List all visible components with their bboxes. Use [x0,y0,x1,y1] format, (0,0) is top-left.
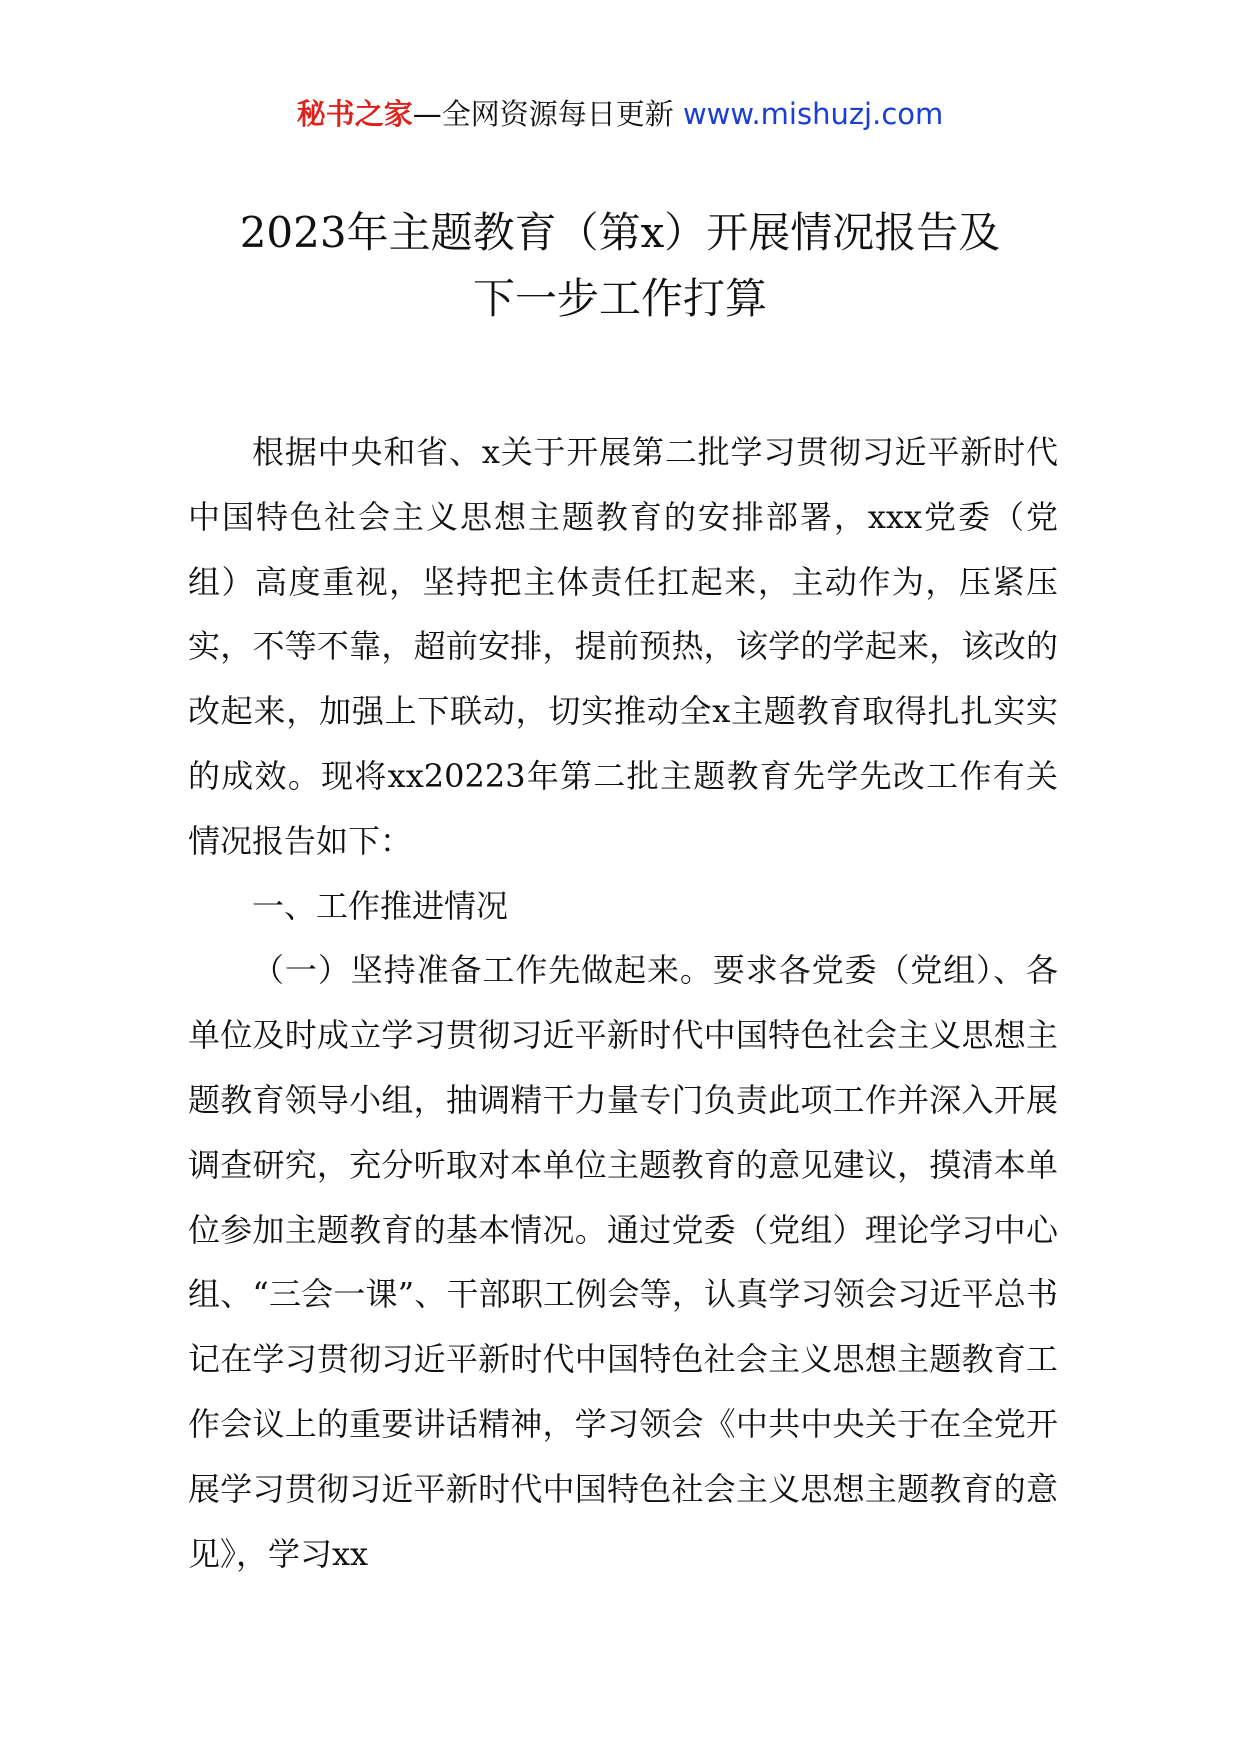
site-banner [0,94,1240,134]
document-title-line-1: 2023年主题教育（第x）开展情况报告及 [239,208,1001,257]
subsection-paragraph: （一）坚持准备工作先做起来。要求各党委（党组）、各单位及时成立学习贯彻习近平新时代中国特色社会主义思想主题教育领导小组，抽调精干力量专门负责此项工作并深入开展调查研究，充分听取对本单位主题教育的意见建议，摸清本单位参加主题教育的基本情况。通过党委（党组）理论学习中心组、“三会一课”、干部职工例会等，认真学习领会习近平总书记在学习贯彻习近平新时代中国特色社会主义思想主题教育工作会议上的重要讲话精神，学习领会《中共中央关于在全党开展学习贯彻习近平新时代中国特色社会主义思想主题教育的意见》，学习xx [188,951,1058,1573]
document-title-line-2: 下一步工作打算 [472,274,767,323]
banner-url-link[interactable]: www.mishuzj.com [682,97,944,131]
document-title [0,200,1240,332]
intro-paragraph: 根据中央和省、x关于开展第二批学习贯彻习近平新时代中国特色社会主义思想主题教育的安排部署，xxx党委（党组）高度重视，坚持把主体责任扛起来，主动作为，压紧压实，不等不靠，超前安排，提前预热，该学的学起来，该改的改起来，加强上下联动，切实推动全x主题教育取得扎扎实实的成效。现将xx20223年第二批主题教育先学先改工作有关情况报告如下： [188,433,1058,860]
document-body [188,420,1058,1586]
section-heading: 一、工作推进情况 [252,886,509,925]
banner-brand: 秘书之家 [296,97,413,131]
banner-slogan: —全网资源每日更新 [412,97,674,131]
